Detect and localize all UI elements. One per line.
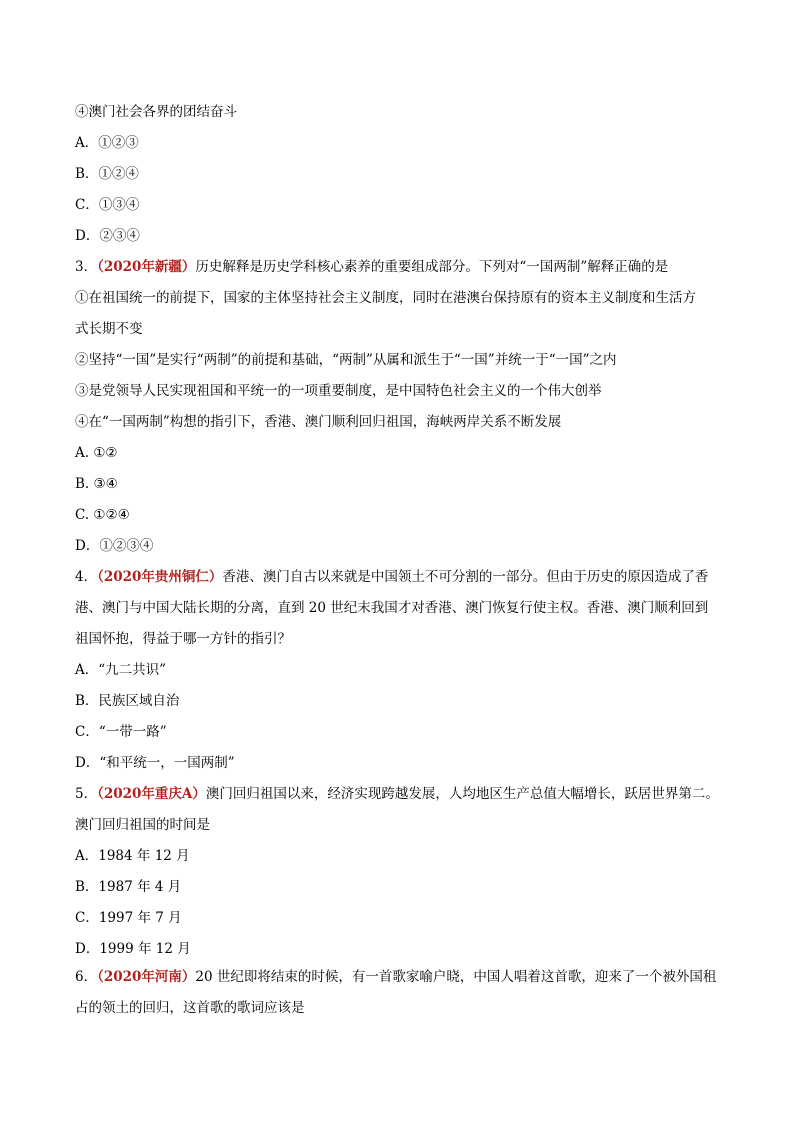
q3-item-3: ③是党领导人民实现祖国和平统一的一项重要制度，是中国特色社会主义的一个伟大创举	[75, 383, 602, 399]
q5-option-a: A．1984 年 12 月	[75, 848, 190, 864]
q4-number: 4．	[75, 569, 98, 585]
q5-option-d: D．1999 年 12 月	[75, 941, 191, 957]
q3-item-1a: ①在祖国统一的前提下，国家的主体坚持社会主义制度，同时在港澳台保持原有的资本主义制度和生活方	[75, 290, 696, 306]
q5-option-b: B．1987 年 4 月	[75, 879, 182, 895]
q4-option-b: B．民族区域自治	[75, 693, 180, 709]
q6-stem-text-a: 20 世纪即将结束的时候，有一首歌家喻户晓，中国人唱着这首歌，迎来了一个被外国租	[195, 969, 717, 985]
q3-option-a: A. ①②	[75, 445, 118, 461]
q3-number: 3．	[75, 259, 98, 275]
q2-option-b: B．①②④	[75, 166, 139, 182]
q3-source: （2020年新疆）	[97, 259, 196, 275]
q3-item-2: ②坚持“一国”是实行“两制”的前提和基础，“两制”从属和派生于“一国”并统一于“一国”之内	[75, 352, 617, 368]
q5-number: 5．	[75, 786, 98, 802]
q6-number: 6．	[75, 969, 98, 985]
q3-option-c: C. ①②④	[75, 507, 130, 523]
q2-option-a: A．①②③	[75, 135, 139, 151]
q4-stem	[75, 568, 708, 586]
q2-option-d: D．②③④	[75, 228, 140, 244]
q3-option-d: D．①②③④	[75, 538, 154, 554]
q4-option-c: C．“一带一路”	[75, 724, 167, 740]
q4-stem-text-a: 香港、澳门自古以来就是中国领土不可分割的一部分。但由于历史的原因造成了香	[222, 569, 709, 585]
q3-stem	[75, 258, 668, 276]
q2-item-4: ④澳门社会各界的团结奋斗	[75, 104, 237, 120]
q6-source: （2020年河南）	[97, 969, 196, 985]
q4-stem-line-b: 港、澳门与中国大陆长期的分离，直到 20 世纪末我国才对香港、澳门恢复行使主权。香港、澳门顺利回到	[75, 600, 709, 616]
q4-stem-line-c: 祖国怀抱，得益于哪一方针的指引？	[75, 631, 291, 647]
q6-stem	[75, 968, 716, 986]
q3-item-1b: 式长期不变	[75, 321, 143, 337]
q5-stem	[75, 785, 719, 803]
q5-option-c: C．1997 年 7 月	[75, 910, 182, 926]
q4-source: （2020年贵州铜仁）	[97, 569, 223, 585]
q6-stem-line-b: 占的领土的回归，这首歌的歌词应该是	[75, 1000, 305, 1016]
q3-option-b: B. ③④	[75, 476, 118, 492]
q5-stem-text-a: 澳门回归祖国以来，经济实现跨越发展，人均地区生产总值大幅增长，跃居世界第二。	[205, 786, 719, 802]
q5-stem-line-b: 澳门回归祖国的时间是	[75, 817, 210, 833]
q4-option-a: A．“九二共识”	[75, 662, 167, 678]
q3-stem-text: 历史解释是历史学科核心素养的重要组成部分。下列对“一国两制”解释正确的是	[195, 259, 669, 275]
q4-option-d: D．“和平统一，一国两制”	[75, 755, 235, 771]
q5-source: （2020年重庆A）	[97, 786, 206, 802]
q3-item-4: ④在“一国两制”构想的指引下，香港、澳门顺利回归祖国，海峡两岸关系不断发展	[75, 414, 562, 430]
q2-option-c: C．①③④	[75, 197, 140, 213]
